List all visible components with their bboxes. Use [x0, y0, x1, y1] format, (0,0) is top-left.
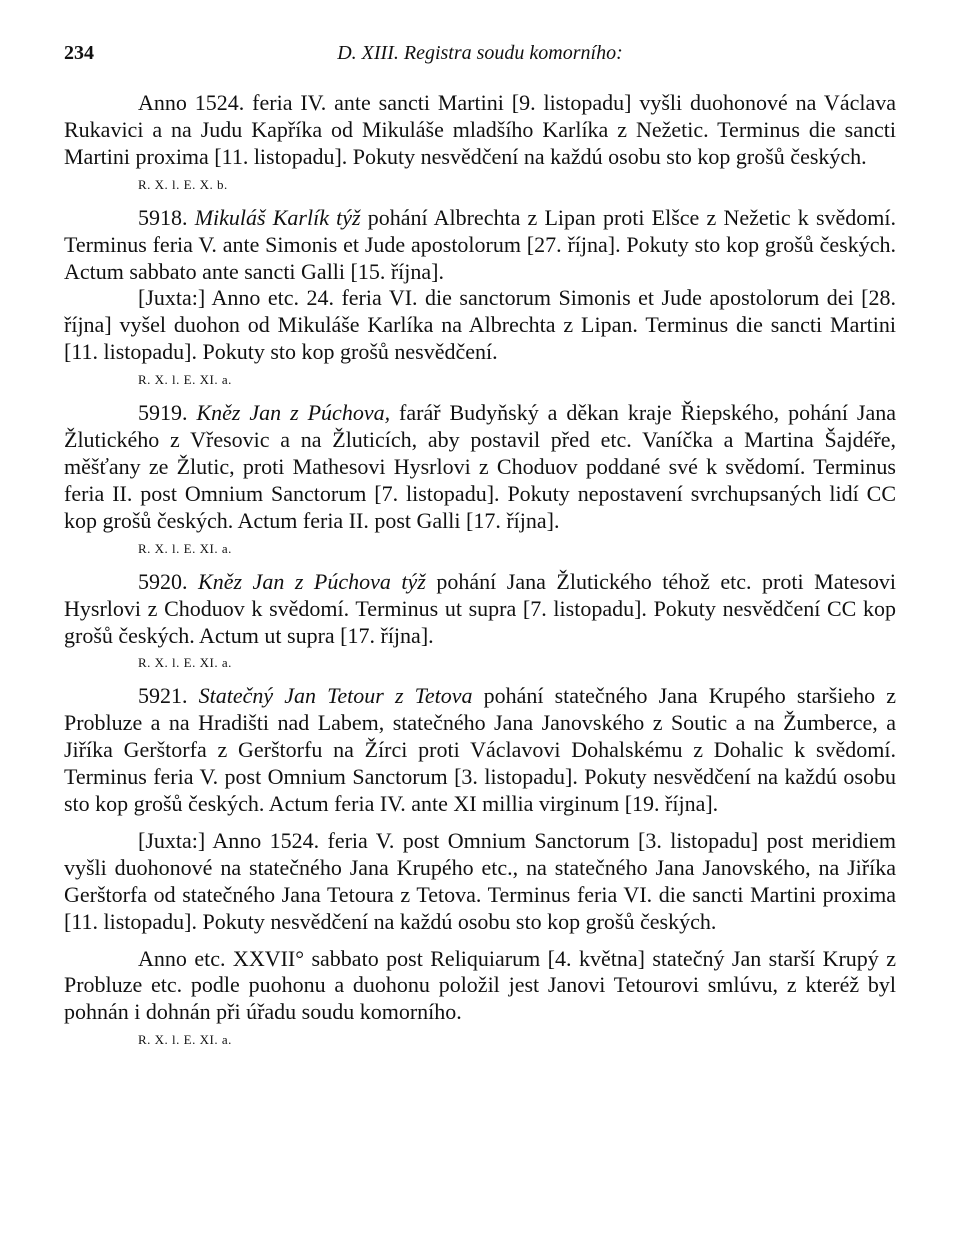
archival-signature: R. X. l. E. XI. a. [138, 372, 232, 388]
entry-text: pohání Jana Žlutického téhož etc. proti Matesovi Hysrlovi z Choduov k svědomí. Terminus ut supra [7. listopadu]. Pokuty nesvědčení CC kop grošů českých. Actum ut supra [17. října]. [64, 568, 897, 648]
entry-number: 5920. [138, 568, 188, 594]
entry-party-name: Mikuláš Karlík týž [194, 204, 361, 230]
entry-number: 5919. [138, 400, 188, 426]
entry-paragraph [64, 400, 896, 535]
entry-party-name: Kněz Jan z Púchova, [196, 400, 391, 426]
entry-paragraph [64, 205, 896, 286]
text-body [64, 90, 896, 1060]
archival-signature: R. X. l. E. XI. a. [138, 655, 232, 671]
entry-paragraph [64, 683, 896, 818]
entry-paragraph: Anno 1524. feria IV. ante sancti Martini [9. listopadu] vyšli duohonové na Václava Rukavici a na Judu Kapříka od Mikuláše mladšího Karlíka z Nežetic. Terminus die sancti Martini proxima [11. listopadu]. Pokuty nesvědčení na každú osobu sto kop grošů českých. [64, 90, 896, 169]
entry-text: farář Budyňský a děkan kraje Řiepského, pohání Jana Žlutického z Vřesovic a na Žluticích, aby postavil před etc. Vaníčka a Martina Šajdéře, měšťany ze Žlutic, proti Mathesovi Hysrlovi z Choduov poddané své k svědomí. Terminus feria II. post Omnium Sanctorum [7. listopadu]. Pokuty nepostavení svrchupsaných lidí CC kop grošů českých. Actum feria II. post Galli [17. října]. [64, 400, 897, 533]
entry-party-name: Statečný Jan Tetour z Tetova [198, 683, 473, 709]
juxta-paragraph: [Juxta:] Anno etc. 24. feria VI. die sanctorum Simonis et Jude apostolorum dei [28. října] vyšel duohon od Mikuláše Karlíka na Albrechta z Lipan. Terminus die sancti Martini [11. listopadu]. Pokuty sto kop grošů nesvědčení. [64, 285, 896, 365]
running-title: D. XIII. Registra soudu komorního: [337, 42, 623, 64]
entry-number: 5921. [138, 683, 188, 709]
archival-signature: R. X. l. E. X. b. [138, 176, 228, 192]
page-header [64, 42, 896, 72]
archival-signature: R. X. l. E. XI. a. [138, 540, 232, 556]
entry-paragraph [64, 569, 896, 650]
entry-number: 5918. [138, 204, 188, 230]
archival-signature: R. X. l. E. XI. a. [138, 1032, 232, 1048]
juxta-paragraph: [Juxta:] Anno 1524. feria V. post Omnium Sanctorum [3. listopadu] post meridiem vyšli duohonové na statečného Jana Krupého etc., na statečného Jana Janovského, na Jiříka Gerštorfa od statečného Jana Tetoura z Tetova. Terminus feria VI. die sancti Martini proxima [11. listopadu]. Pokuty nesvědčení na každú osobu sto kop grošů českých. [64, 827, 896, 934]
note-paragraph: Anno etc. XXVII° sabbato post Reliquiarum [4. května] statečný Jan starší Krupý z Probluze etc. podle puohonu a duohonu položil jest Janovi Tetourovi smlúvu, z kteréž byl pohnán i dohnán při úřadu soudu komorního. [64, 945, 896, 1025]
entry-text: pohání statečného Jana Krupého staršieho z Probluze a na Hradišti nad Labem, statečného Jana Janovského z Soutic a na Žumberce, a Jiříka Gerštorfa z Gerštorfu na Žírci proti Václavovi Dohalskému z Dohalic k svědomí. Terminus feria V. post Omnium Sanctorum [3. listopadu]. Pokuty nesvědčení na každú osobu sto kop grošů českých. Actum feria IV. ante XI millia virginum [19. října]. [64, 683, 896, 817]
entry-party-name: Kněz Jan z Púchova týž [198, 568, 426, 594]
entry-text: pohání Albrechta z Lipan proti Elšce z Nežetic k svědomí. Terminus feria V. ante Simonis et Jude apostolorum [27. října]. Pokuty sto kop grošů českých. Actum sabbato ante sancti Galli [15. října]. [64, 204, 897, 284]
page-number: 234 [64, 42, 94, 64]
